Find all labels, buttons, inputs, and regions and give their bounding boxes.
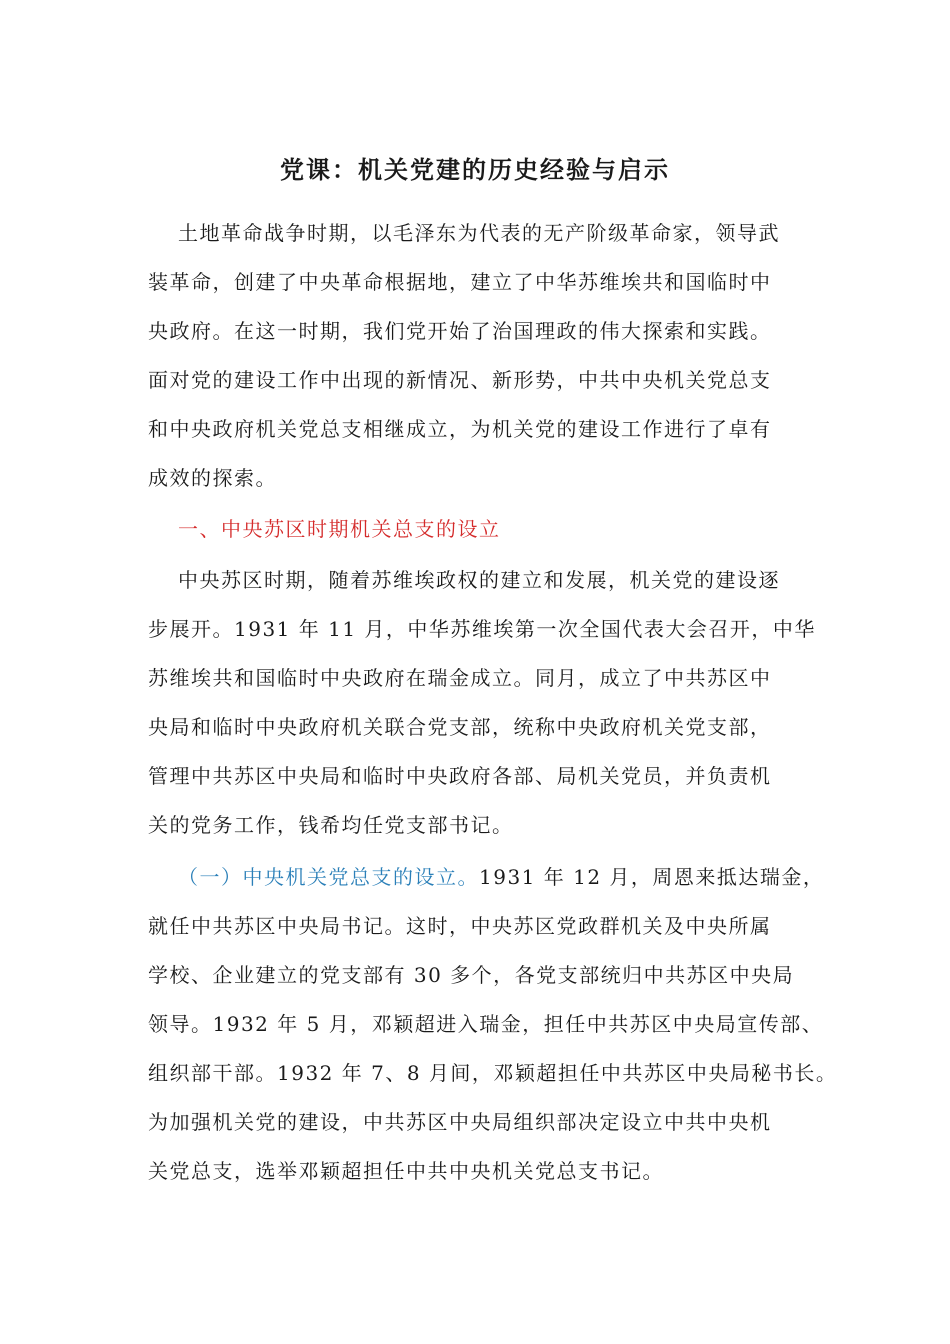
- paragraph-line: 成效的探索。: [148, 466, 277, 490]
- paragraph-line: 管理中共苏区中央局和临时中央政府各部、局机关党员，并负责机: [148, 764, 772, 788]
- page-title: 党课：机关党建的历史经验与启示: [280, 155, 670, 184]
- section-heading: 一、中央苏区时期机关总支的设立: [178, 517, 501, 541]
- paragraph-line: 关的党务工作，钱希均任党支部书记。: [148, 813, 514, 837]
- paragraph-line: 就任中共苏区中央局书记。这时，中央苏区党政群机关及中央所属: [148, 914, 772, 938]
- paragraph-line: 土地革命战争时期，以毛泽东为代表的无产阶级革命家，领导武: [178, 221, 780, 245]
- paragraph-line: 中央苏区时期，随着苏维埃政权的建立和发展，机关党的建设逐: [178, 568, 780, 592]
- paragraph-line: 苏维埃共和国临时中央政府在瑞金成立。同月，成立了中共苏区中: [148, 666, 772, 690]
- paragraph-line: 和中央政府机关党总支相继成立，为机关党的建设工作进行了卓有: [148, 417, 772, 441]
- paragraph-line: 关党总支，选举邓颖超担任中共中央机关党总支书记。: [148, 1159, 664, 1183]
- subsection-line: [178, 862, 858, 892]
- paragraph-line: 央局和临时中央政府机关联合党支部，统称中央政府机关党支部，: [148, 715, 772, 739]
- paragraph-line: 装革命，创建了中央革命根据地，建立了中华苏维埃共和国临时中: [148, 270, 772, 294]
- subsection-heading: （一）中央机关党总支的设立。: [178, 865, 479, 889]
- paragraph-line: 领导。1932 年 5 月，邓颖超进入瑞金，担任中共苏区中央局宣传部、: [148, 1012, 824, 1036]
- paragraph-line: 为加强机关党的建设，中共苏区中央局组织部决定设立中共中央机: [148, 1110, 772, 1134]
- paragraph-line: 组织部干部。1932 年 7、8 月间，邓颖超担任中共苏区中央局秘书长。: [148, 1061, 838, 1085]
- paragraph-line: 面对党的建设工作中出现的新情况、新形势，中共中央机关党总支: [148, 368, 772, 392]
- paragraph-line: 学校、企业建立的党支部有 30 多个，各党支部统归中共苏区中央局: [148, 963, 795, 987]
- paragraph-line: 央政府。在这一时期，我们党开始了治国理政的伟大探索和实践。: [148, 319, 772, 343]
- subsection-text: 1931 年 12 月，周恩来抵达瑞金，: [479, 865, 825, 889]
- paragraph-line: 步展开。1931 年 11 月，中华苏维埃第一次全国代表大会召开，中华: [148, 617, 816, 641]
